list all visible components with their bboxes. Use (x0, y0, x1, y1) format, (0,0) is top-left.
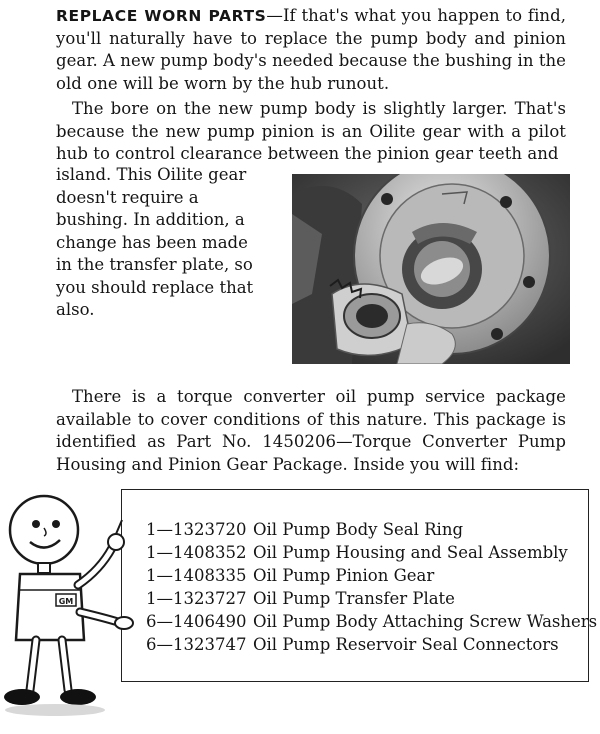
mascot-figure (0, 490, 140, 720)
part-number: 1—1408335 (146, 566, 247, 585)
part-description: Oil Pump Body Attaching Screw Washers (253, 612, 598, 631)
paragraph-3: There is a torque converter oil pump service package available to cover conditions of this nature. This package is identified as Part No. 1450206—Torque Converter Pump Housing and Pinion Gear Package. Inside you will find: (56, 387, 566, 474)
part-description: Oil Pump Reservoir Seal Connectors (253, 635, 559, 654)
paragraph-replace-worn-parts (56, 5, 566, 95)
part-description: Oil Pump Body Seal Ring (253, 520, 464, 539)
part-number: 1—1323720 (146, 520, 247, 539)
list-item (146, 541, 597, 564)
list-item (146, 518, 597, 541)
oil-pump-photo (292, 174, 570, 364)
parts-list (146, 518, 597, 656)
section-heading: REPLACE WORN PARTS (56, 7, 267, 25)
mascot-badge: GM (58, 597, 74, 606)
part-description: Oil Pump Pinion Gear (253, 566, 435, 585)
paragraph-2-wrapped: island. This Oilite gear doesn't require a bushing. In addition, a change has been made in the transfer plate, so you should replace that also. (56, 165, 254, 319)
pump-body-illustration (292, 174, 570, 364)
part-description: Oil Pump Transfer Plate (253, 589, 455, 608)
list-item (146, 633, 597, 656)
paragraph-1-text: —If that's what you happen to find, you'll naturally have to replace the pump body and pinion gear. A new pump body's needed because the bushing in the old one will be worn by the hub runout. (56, 6, 566, 93)
mascot-illustration (0, 490, 140, 720)
part-number: 6—1323747 (146, 635, 247, 654)
paragraph-2: The bore on the new pump body is slightly larger. That's because the new pump pinion is an Oilite gear with a pilot hub to control clearance between the pinion gear teeth and (56, 99, 566, 163)
part-number: 1—1323727 (146, 589, 247, 608)
list-item (146, 564, 597, 587)
part-number: 6—1406490 (146, 612, 247, 631)
list-item (146, 587, 597, 610)
part-number: 1—1408352 (146, 543, 247, 562)
list-item (146, 610, 597, 633)
part-description: Oil Pump Housing and Seal Assembly (253, 543, 568, 562)
